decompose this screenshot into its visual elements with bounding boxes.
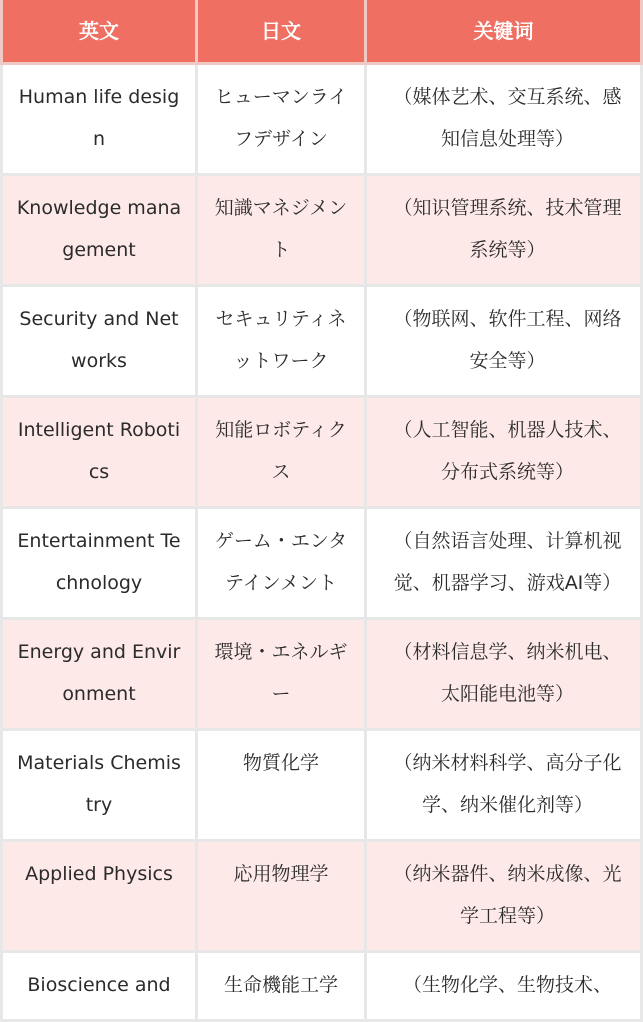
table-row [2,952,642,1021]
english-cell: Energy and Environment [2,619,197,730]
english-cell: Intelligent Robotics [2,397,197,508]
table-row [2,64,642,175]
table-row [2,175,642,286]
english-cell: Knowledge management [2,175,197,286]
table-row [2,619,642,730]
table-row [2,841,642,952]
keywords-cell: （生物化学、生物技术、 [366,952,642,1021]
english-cell: Human life design [2,64,197,175]
english-cell: Applied Physics [2,841,197,952]
english-cell: Bioscience and [2,952,197,1021]
japanese-cell: ヒューマンライフデザイン [197,64,366,175]
keywords-cell: （媒体艺术、交互系统、感知信息处理等） [366,64,642,175]
japanese-cell: 知能ロボティクス [197,397,366,508]
keywords-cell: （纳米材料科学、高分子化学、纳米催化剂等） [366,730,642,841]
header-keywords: 关键词 [366,0,642,64]
english-cell: Security and Networks [2,286,197,397]
japanese-cell: 物質化学 [197,730,366,841]
table-row [2,508,642,619]
japanese-cell: セキュリティネットワーク [197,286,366,397]
japanese-cell: ゲーム・エンタテインメント [197,508,366,619]
keywords-cell: （物联网、软件工程、网络安全等） [366,286,642,397]
japanese-cell: 環境・エネルギー [197,619,366,730]
keywords-cell: （纳米器件、纳米成像、光学工程等） [366,841,642,952]
keywords-cell: （人工智能、机器人技术、分布式系统等） [366,397,642,508]
table-row [2,397,642,508]
table-row [2,730,642,841]
header-english: 英文 [2,0,197,64]
japanese-cell: 知識マネジメント [197,175,366,286]
japanese-cell: 応用物理学 [197,841,366,952]
english-cell: Entertainment Technology [2,508,197,619]
japanese-cell: 生命機能工学 [197,952,366,1021]
table-row [2,286,642,397]
english-cell: Materials Chemistry [2,730,197,841]
keywords-cell: （自然语言处理、计算机视觉、机器学习、游戏AI等） [366,508,642,619]
keywords-cell: （知识管理系统、技术管理系统等） [366,175,642,286]
header-row [2,0,642,64]
keywords-cell: （材料信息学、纳米机电、太阳能电池等） [366,619,642,730]
header-japanese: 日文 [197,0,366,64]
